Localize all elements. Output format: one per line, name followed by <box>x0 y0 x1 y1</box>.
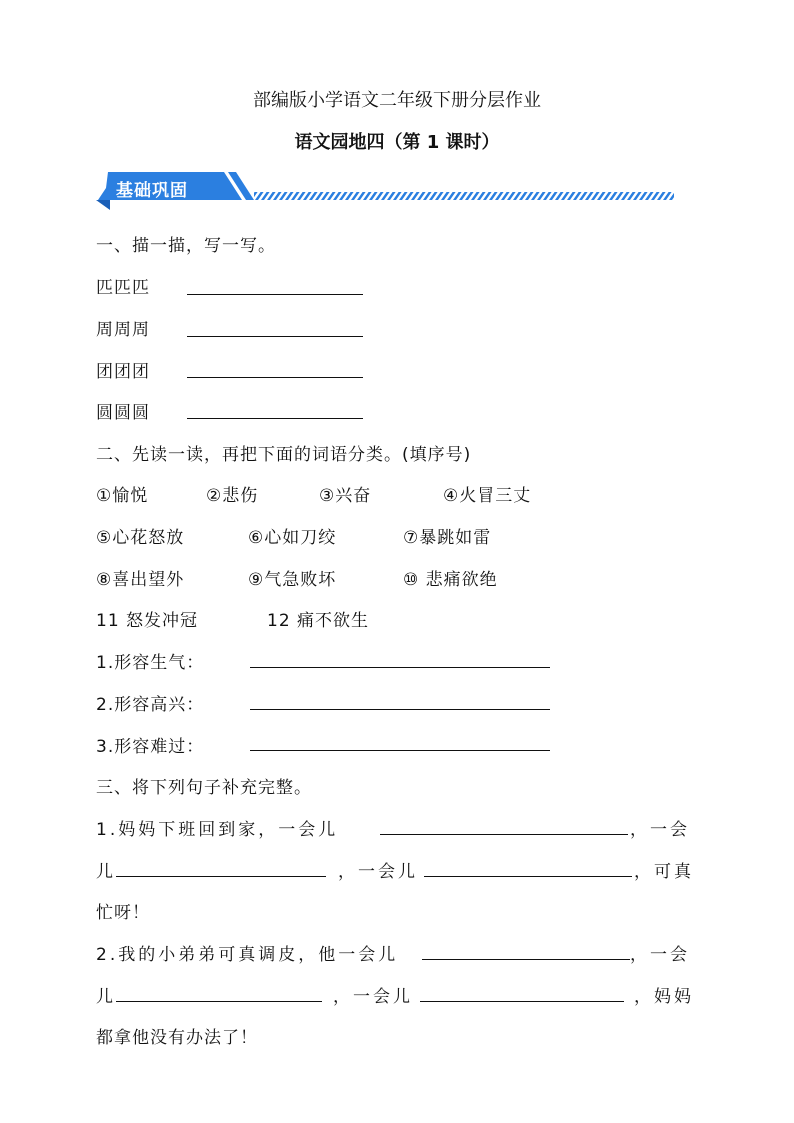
classify-answer-line-3[interactable] <box>250 750 550 751</box>
word-item: ⑥心如刀绞 <box>248 528 337 548</box>
sentence1-blank-2[interactable] <box>116 876 326 877</box>
word-item: ⑨气急败坏 <box>248 570 337 590</box>
sentence1-comma-1: ，一会 <box>630 820 690 840</box>
sentence2-blank-1[interactable] <box>422 959 630 960</box>
trace-answer-line-2[interactable] <box>187 336 363 337</box>
sentence2-blank-2[interactable] <box>116 1001 322 1002</box>
section1-heading: 一、描一描，写一写。 <box>96 236 276 256</box>
trace-answer-line-3[interactable] <box>187 377 363 378</box>
classify-question-2: 2.形容高兴： <box>96 695 205 715</box>
word-item: ⑩ 悲痛欲绝 <box>403 570 498 590</box>
sentence2-end: ，妈妈 <box>634 987 694 1007</box>
trace-item-1: 匹匹匹 <box>96 278 150 298</box>
sentence2-blank-3[interactable] <box>420 1001 624 1002</box>
sentence2-mid: ，一会儿 <box>333 987 413 1007</box>
classify-question-1: 1.形容生气： <box>96 653 205 673</box>
trace-item-2: 周周周 <box>96 320 150 340</box>
section-banner <box>96 170 676 214</box>
banner-label: 基础巩固 <box>116 181 188 201</box>
sentence1-line3: 忙呀！ <box>96 903 150 923</box>
sentence1-line2-start: 儿 <box>96 862 114 882</box>
word-item: ⑤心花怒放 <box>96 528 185 548</box>
trace-item-3: 团团团 <box>96 362 150 382</box>
sentence1-blank-3[interactable] <box>424 876 632 877</box>
word-item: ④火冒三丈 <box>443 486 532 506</box>
section2-heading: 二、先读一读，再把下面的词语分类。(填序号) <box>96 445 472 465</box>
sentence2-start: 2.我的小弟弟可真调皮，他一会儿 <box>96 945 399 965</box>
section3-heading: 三、将下列句子补充完整。 <box>96 778 312 798</box>
classify-question-3: 3.形容难过： <box>96 737 205 757</box>
sentence1-end: ，可真 <box>634 862 694 882</box>
word-item: ⑦暴跳如雷 <box>403 528 492 548</box>
classify-answer-line-2[interactable] <box>250 709 550 710</box>
sentence1-blank-1[interactable] <box>380 834 628 835</box>
sentence2-line3: 都拿他没有办法了！ <box>96 1028 258 1048</box>
document-title: 部编版小学语文二年级下册分层作业 <box>253 90 541 111</box>
word-item: ③兴奋 <box>319 486 372 506</box>
classify-answer-line-1[interactable] <box>250 667 550 668</box>
sentence2-line2-start: 儿 <box>96 987 114 1007</box>
word-item: ⑧喜出望外 <box>96 570 185 590</box>
sentence1-mid: ，一会儿 <box>338 862 418 882</box>
sentence2-comma-1: ，一会 <box>630 945 690 965</box>
trace-answer-line-4[interactable] <box>187 418 363 419</box>
lesson-title: 语文园地四（第 1 课时） <box>294 132 500 153</box>
sentence1-start: 1.妈妈下班回到家，一会儿 <box>96 820 339 840</box>
word-item: ①愉悦 <box>96 486 149 506</box>
word-item: 11 怒发冲冠 <box>96 611 199 631</box>
word-item: 12 痛不欲生 <box>267 611 370 631</box>
word-item: ②悲伤 <box>206 486 259 506</box>
trace-item-4: 圆圆圆 <box>96 403 150 423</box>
trace-answer-line-1[interactable] <box>187 294 363 295</box>
